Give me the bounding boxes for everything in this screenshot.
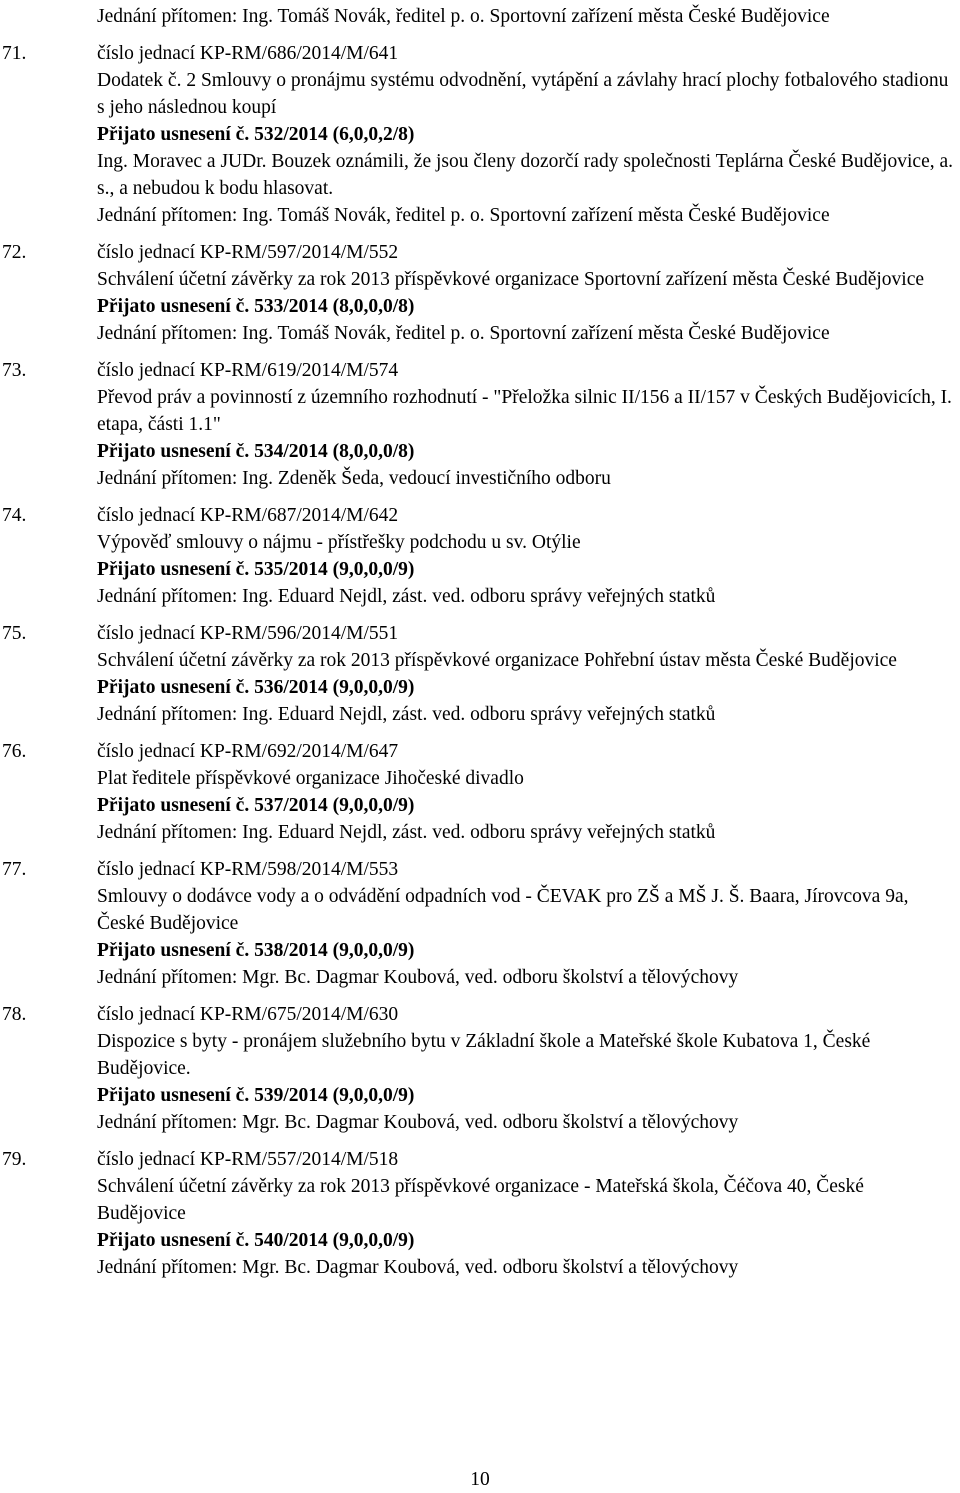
present-line: Jednání přítomen: Mgr. Bc. Dagmar Koubová, ved. odboru školství a tělovýchovy bbox=[97, 967, 739, 988]
resolution: Přijato usnesení č. 537/2014 (9,0,0,0/9) bbox=[97, 795, 415, 816]
reference-number: číslo jednací KP-RM/598/2014/M/553 bbox=[97, 859, 399, 880]
present-line: Jednání přítomen: Mgr. Bc. Dagmar Koubová, ved. odboru školství a tělovýchovy bbox=[97, 1257, 739, 1278]
item-subject: Smlouvy o dodávce vody a o odvádění odpadních vod - ČEVAK pro ZŠ a MŠ J. Š. Baara, Jírovcova 9a, České Budějovice bbox=[97, 886, 909, 934]
resolution: Přijato usnesení č. 533/2014 (8,0,0,0/8) bbox=[97, 296, 415, 317]
present-line: Jednání přítomen: Ing. Tomáš Novák, ředitel p. o. Sportovní zařízení města České Budějovice bbox=[97, 323, 830, 344]
resolution: Přijato usnesení č. 538/2014 (9,0,0,0/9) bbox=[97, 940, 415, 961]
resolution: Přijato usnesení č. 535/2014 (9,0,0,0/9) bbox=[97, 559, 415, 580]
present-line: Jednání přítomen: Ing. Eduard Nejdl, zást. ved. odboru správy veřejných statků bbox=[97, 586, 716, 607]
agenda-item-75 bbox=[0, 620, 960, 728]
reference-number: číslo jednací KP-RM/596/2014/M/551 bbox=[97, 623, 399, 644]
item-number: 75. bbox=[2, 623, 27, 644]
agenda-item-72 bbox=[0, 239, 960, 347]
reference-number: číslo jednací KP-RM/692/2014/M/647 bbox=[97, 741, 399, 762]
item-subject: Schválení účetní závěrky za rok 2013 příspěvkové organizace Sportovní zařízení města České Budějovice bbox=[97, 269, 925, 290]
page-number: 10 bbox=[470, 1469, 490, 1490]
reference-number: číslo jednací KP-RM/557/2014/M/518 bbox=[97, 1149, 399, 1170]
item-subject: Schválení účetní závěrky za rok 2013 příspěvkové organizace - Mateřská škola, Čéčova 40, České Budějovice bbox=[97, 1176, 864, 1224]
reference-number: číslo jednací KP-RM/686/2014/M/641 bbox=[97, 43, 399, 64]
item-number: 71. bbox=[2, 43, 27, 64]
reference-number: číslo jednací KP-RM/687/2014/M/642 bbox=[97, 505, 399, 526]
item-subject: Plat ředitele příspěvkové organizace Jihočeské divadlo bbox=[97, 768, 524, 789]
reference-number: číslo jednací KP-RM/619/2014/M/574 bbox=[97, 360, 399, 381]
present-line: Jednání přítomen: Ing. Tomáš Novák, ředitel p. o. Sportovní zařízení města České Budějovice bbox=[97, 205, 830, 226]
present-line: Jednání přítomen: Ing. Tomáš Novák, ředitel p. o. Sportovní zařízení města České Budějovice bbox=[97, 6, 830, 27]
agenda-item-73 bbox=[0, 357, 960, 492]
resolution: Přijato usnesení č. 540/2014 (9,0,0,0/9) bbox=[97, 1230, 415, 1251]
present-line: Jednání přítomen: Ing. Eduard Nejdl, zást. ved. odboru správy veřejných statků bbox=[97, 822, 716, 843]
item-subject: Výpověď smlouvy o nájmu - přístřešky podchodu u sv. Otýlie bbox=[97, 532, 581, 553]
present-line: Jednání přítomen: Ing. Eduard Nejdl, zást. ved. odboru správy veřejných statků bbox=[97, 704, 716, 725]
agenda-item-79 bbox=[0, 1146, 960, 1281]
reference-number: číslo jednací KP-RM/675/2014/M/630 bbox=[97, 1004, 399, 1025]
agenda-item-74 bbox=[0, 502, 960, 610]
document-page bbox=[0, 3, 960, 1281]
item-subject: Převod práv a povinností z územního rozhodnutí - "Přeložka silnic II/156 a II/157 v Českých Budějovicích, I. etapa, části 1.1" bbox=[97, 387, 952, 435]
item-number: 72. bbox=[2, 242, 27, 263]
item-subject: Schválení účetní závěrky za rok 2013 příspěvkové organizace Pohřební ústav města České Budějovice bbox=[97, 650, 897, 671]
agenda-item-78 bbox=[0, 1001, 960, 1136]
item-subject: Dodatek č. 2 Smlouvy o pronájmu systému odvodnění, vytápění a závlahy hrací plochy fotbalového stadionu s jeho následnou koupí bbox=[97, 70, 949, 118]
reference-number: číslo jednací KP-RM/597/2014/M/552 bbox=[97, 242, 399, 263]
item-number: 76. bbox=[2, 741, 27, 762]
item-number: 79. bbox=[2, 1149, 27, 1170]
item-number: 73. bbox=[2, 360, 27, 381]
agenda-item-77 bbox=[0, 856, 960, 991]
item-subject: Dispozice s byty - pronájem služebního bytu v Základní škole a Mateřské škole Kubatova 1, České Budějovice. bbox=[97, 1031, 871, 1079]
resolution: Přijato usnesení č. 536/2014 (9,0,0,0/9) bbox=[97, 677, 415, 698]
item-note: Ing. Moravec a JUDr. Bouzek oznámili, že jsou členy dozorčí rady společnosti Teplárna České Budějovice, a. s., a nebudou k bodu hlasovat. bbox=[97, 151, 954, 199]
present-line: Jednání přítomen: Ing. Zdeněk Šeda, vedoucí investičního odboru bbox=[97, 468, 611, 489]
resolution: Přijato usnesení č. 532/2014 (6,0,0,2/8) bbox=[97, 124, 415, 145]
resolution: Přijato usnesení č. 534/2014 (8,0,0,0/8) bbox=[97, 441, 415, 462]
carryover-block bbox=[0, 3, 960, 30]
agenda-item-76 bbox=[0, 738, 960, 846]
item-number: 78. bbox=[2, 1004, 27, 1025]
item-number: 77. bbox=[2, 859, 27, 880]
resolution: Přijato usnesení č. 539/2014 (9,0,0,0/9) bbox=[97, 1085, 415, 1106]
present-line: Jednání přítomen: Mgr. Bc. Dagmar Koubová, ved. odboru školství a tělovýchovy bbox=[97, 1112, 739, 1133]
agenda-item-71 bbox=[0, 40, 960, 229]
item-number: 74. bbox=[2, 505, 27, 526]
